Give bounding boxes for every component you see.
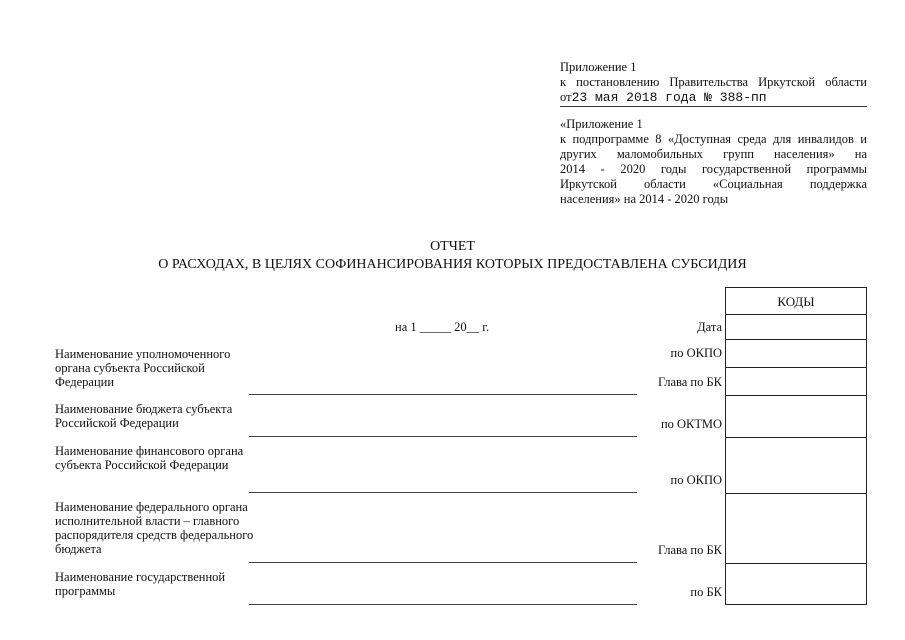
appendix-header	[560, 60, 867, 107]
subprogram-line: Иркутской области «Социальная поддержка	[560, 177, 867, 191]
codes-table	[725, 287, 867, 605]
subprogram-line: других маломобильных групп населения» на	[560, 147, 867, 161]
report-subtitle: О РАСХОДАХ, В ЦЕЛЯХ СОФИНАНСИРОВАНИЯ КОТОРЫХ ПРЕДОСТАВЛЕНА СУБСИДИЯ	[158, 257, 747, 272]
subprogram-block	[560, 117, 867, 207]
code-cell-okpo-fin[interactable]	[726, 438, 866, 494]
subprogram-line: населения» на 2014 - 2020 годы	[560, 192, 729, 206]
field-label-federal-body: Наименование федерального органа исполнительной власти – главного распорядителя средств федерального бюджета	[55, 500, 254, 556]
code-cell-bk-head[interactable]	[726, 368, 866, 396]
date-number: 23 мая 2018 года № 388-пп	[571, 90, 767, 105]
report-title: ОТЧЕТ	[430, 239, 475, 254]
appendix-title: Приложение 1	[560, 60, 637, 74]
code-label-okpo: по ОКПО	[670, 346, 722, 360]
date-prefix: от	[560, 90, 572, 104]
code-label-oktmo: по ОКТМО	[660, 417, 722, 431]
subprogram-line: 2014 - 2020 годы государственной программы	[560, 162, 867, 176]
code-cell-bk-program[interactable]	[726, 564, 866, 606]
field-input-program[interactable]	[249, 604, 637, 605]
code-label-bk-fed: Глава по БК	[657, 543, 722, 557]
field-input-financial-body[interactable]	[249, 492, 637, 493]
field-input-authorized-body[interactable]	[249, 394, 637, 395]
code-label-okpo-fin: по ОКПО	[670, 473, 722, 487]
resolution-date-line	[560, 90, 867, 107]
code-cell-date[interactable]	[726, 315, 866, 340]
field-input-budget[interactable]	[249, 436, 637, 437]
codes-header: КОДЫ	[726, 288, 866, 315]
report-date-line[interactable]: на 1 _____ 20__ г.	[395, 320, 490, 334]
code-label-date: Дата	[697, 320, 722, 334]
sub-appendix-title: «Приложение 1	[560, 117, 643, 131]
code-label-bk-head: Глава по БК	[657, 375, 722, 389]
field-input-federal-body[interactable]	[249, 562, 637, 563]
field-label-budget: Наименование бюджета субъекта Российской Федерации	[55, 402, 233, 430]
resolution-line: к постановлению Правительства Иркутской области	[560, 75, 867, 89]
field-label-authorized-body: Наименование уполномоченного органа субъекта Российской Федерации	[55, 347, 231, 389]
code-cell-oktmo[interactable]	[726, 396, 866, 438]
code-cell-okpo[interactable]	[726, 340, 866, 368]
code-cell-bk-fed[interactable]	[726, 494, 866, 564]
code-label-bk-program: по БК	[690, 585, 722, 599]
field-label-program: Наименование государственной программы	[55, 570, 226, 598]
subprogram-line: к подпрограмме 8 «Доступная среда для инвалидов и	[560, 132, 867, 146]
field-label-financial-body: Наименование финансового органа субъекта Российской Федерации	[55, 444, 244, 472]
